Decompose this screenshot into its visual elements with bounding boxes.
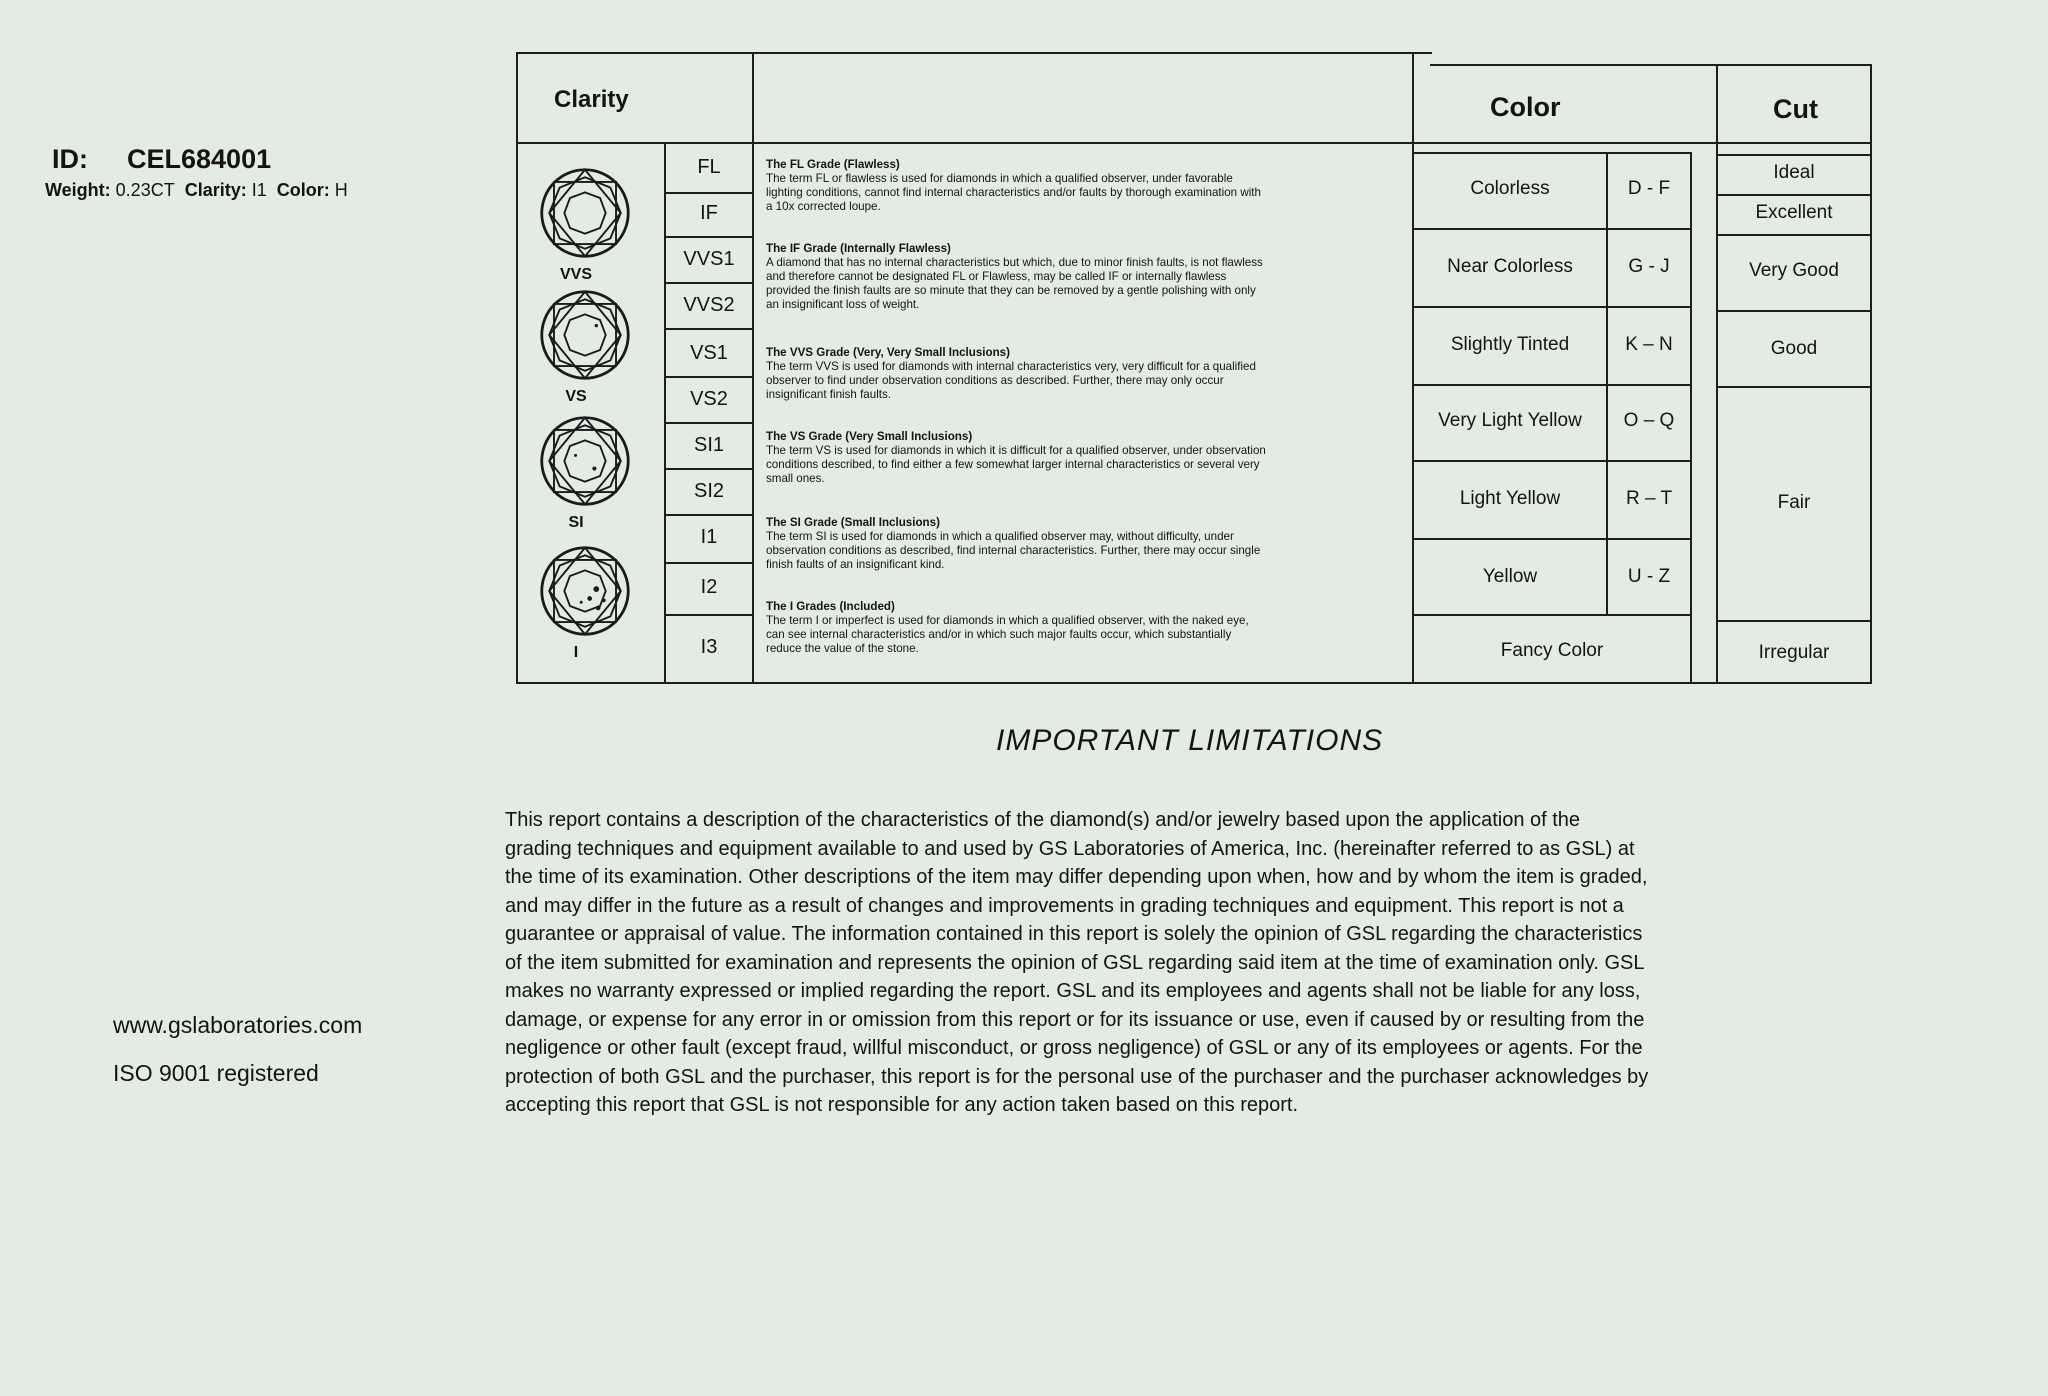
col-line-grades [664,144,666,684]
color-row-line [1412,614,1692,616]
grade-vs2: VS2 [690,388,728,410]
grade-i2: I2 [700,576,718,598]
desc-line: a 10x corrected loupe. [766,200,881,213]
desc-if [766,242,1263,312]
cut-row-line [1716,310,1872,312]
desc-line: reduce the value of the stone. [766,642,919,655]
color-slightly-tinted: Slightly Tinted [1450,334,1570,355]
grade-i1: I1 [700,526,718,548]
id-label: ID: [52,144,88,174]
header-divider [516,142,1872,144]
color-row-line [1412,460,1692,462]
desc-line: The term SI is used for diamonds in which a qualified observer may, without difficulty, under [766,530,1234,543]
color-row-line [1412,384,1692,386]
desc-title: The SI Grade (Small Inclusions) [766,516,940,529]
diamond-vvs-icon [538,166,632,260]
limitations-line: and may differ in the future as a result of changes and improvements in grading techniques and equipment. This report is not a [505,894,1624,917]
desc-line: an insignificant loss of weight. [766,298,920,311]
gem-label-vvs: VVS [559,266,592,283]
weight-value: 0.23CT [115,180,175,200]
cut-very-good: Very Good [1749,260,1839,281]
limitations-line: the time of its examination. Other descriptions of the item may differ depending upon when, how and by whom the item is graded, [505,866,1648,888]
desc-title: The I Grades (Included) [766,600,895,613]
grade-row-line [664,468,752,470]
desc-line: observation conditions as described, find internal characteristics. Further, there may occur single [766,544,1261,557]
color-label: Color: [276,180,330,200]
cut-row-line [1716,194,1872,196]
grade-si2: SI2 [693,480,725,502]
limitations-line: of the item submitted for examination and represents the opinion of GSL regarding said item at the time of examination only. GSL [505,951,1645,974]
chart-border-top-left [516,52,1432,54]
limitations-line: accepting this report that GSL is not responsible for any action taken based on this report. [505,1094,1299,1116]
grade-row-line [664,562,752,564]
desc-vvs [766,346,1256,402]
color-row-line [1412,306,1692,308]
color-row-line [1412,152,1692,154]
grade-si1: SI1 [693,434,725,456]
color-near-colorless: Near Colorless [1447,256,1573,277]
desc-line: lighting conditions, cannot find internal characteristics and/or faults by thorough examination with [766,186,1261,199]
stone-summary [45,180,348,201]
clarity-header: Clarity [554,86,629,113]
grade-fl: FL [697,156,721,178]
desc-line: provided the finish faults are so minute that they can be removed by a gentle polishing with only [766,284,1256,297]
cut-good: Good [1770,338,1818,359]
color-range-rt: R – T [1625,488,1673,509]
weight-label: Weight: [45,180,111,200]
grade-i3: I3 [700,636,718,658]
desc-line: insignificant finish faults. [766,388,892,401]
diamond-i-icon [538,544,632,638]
color-range-oq: O – Q [1623,410,1675,431]
grade-row-line [664,514,752,516]
cut-fair: Fair [1777,492,1811,513]
desc-title: The FL Grade (Flawless) [766,158,900,171]
limitations-line: makes no warranty expressed or implied regarding the report. GSL and its employees and agents shall not be liable for any loss, [505,980,1641,1002]
desc-line: A diamond that has no internal characteristics but which, due to minor finish faults, is not flawless [766,256,1263,269]
desc-line: The term VS is used for diamonds in which it is difficult for a qualified observer, under observation [766,444,1266,457]
cut-row-line [1716,620,1872,622]
grade-row-line [664,614,752,616]
gem-label-si: SI [568,514,584,531]
cut-row-line [1716,234,1872,236]
color-light-yellow: Light Yellow [1459,488,1561,509]
cut-irregular: Irregular [1758,642,1830,663]
col-line-gap [1690,152,1692,684]
grade-row-line [664,376,752,378]
desc-si [766,516,1260,572]
desc-line: The term FL or flawless is used for diamonds in which a qualified observer, under favorable [766,172,1233,185]
color-range-df: D - F [1627,178,1671,199]
limitations-line: protection of both GSL and the purchaser, this report is for the personal use of the purchaser and the purchaser acknowledges by [505,1065,1649,1088]
desc-line: observer to find under observation conditions as described. Further, there may only occur [766,374,1224,387]
col-line-color [1412,54,1414,684]
cut-row-line [1716,154,1872,156]
color-row-line [1412,538,1692,540]
col-line-desc [752,54,754,684]
desc-line: conditions described, to find either a few somewhat larger internal characteristics or several very [766,458,1260,471]
desc-line: can see internal characteristics and/or in which such major faults occur, which substantially [766,628,1232,641]
report-id [52,144,271,175]
color-very-light-yellow: Very Light Yellow [1438,410,1582,431]
color-yellow: Yellow [1482,566,1538,587]
grade-row-line [664,422,752,424]
desc-vs [766,430,1266,486]
desc-line: The term I or imperfect is used for diamonds in which a qualified observer, with the naked eye, [766,614,1249,627]
grade-row-line [664,282,752,284]
limitations-line: guarantee or appraisal of value. The information contained in this report is solely the opinion of GSL regarding the characteristics [505,923,1643,945]
gem-label-vs: VS [565,388,587,405]
desc-title: The IF Grade (Internally Flawless) [766,242,951,255]
cut-excellent: Excellent [1755,202,1833,223]
grade-vvs2: VVS2 [683,294,735,316]
limitations-title: IMPORTANT LIMITATIONS [996,724,1384,757]
limitations-line: negligence or other fault (except fraud, willful misconduct, or gross negligence) of GSL or any of its employees or agents. For the [505,1037,1643,1059]
color-fancy: Fancy Color [1500,640,1604,661]
id-value: CEL684001 [127,144,272,174]
diamond-si-icon [538,414,632,508]
color-row-line [1412,228,1692,230]
desc-title: The VVS Grade (Very, Very Small Inclusions) [766,346,1010,359]
desc-line: small ones. [766,472,825,485]
color-range-uz: U - Z [1627,566,1671,587]
chart-border-left [516,52,518,684]
color-colorless: Colorless [1470,178,1550,199]
cut-row-line [1716,386,1872,388]
grade-row-line [664,192,752,194]
color-header: Color [1490,92,1561,122]
grade-vvs1: VVS1 [683,248,735,270]
clarity-value: I1 [251,180,267,200]
clarity-label: Clarity: [184,180,247,200]
grading-chart [516,52,1872,684]
limitations-line: This report contains a description of the characteristics of the diamond(s) and/or jewelry based upon the application of the [505,809,1581,831]
desc-line: and therefore cannot be designated FL or Flawless, may be called IF or internally flawless [766,270,1227,283]
diamond-vs-icon [538,288,632,382]
desc-line: The term VVS is used for diamonds with internal characteristics very, very difficult for a qualified [766,360,1256,373]
iso-text: ISO 9001 registered [113,1060,319,1086]
website-text: www.gslaboratories.com [113,1012,363,1038]
col-line-cut [1716,64,1718,684]
cut-ideal: Ideal [1773,162,1815,183]
chart-border-top-right [1430,64,1870,66]
grade-row-line [664,236,752,238]
color-value: H [334,180,348,200]
desc-i [766,600,1249,656]
color-range-gj: G - J [1628,256,1670,277]
grade-row-line [664,328,752,330]
chart-border-bottom [516,682,1872,684]
desc-line: finish faults of an insignificant kind. [766,558,945,571]
chart-border-right [1870,64,1872,684]
limitations-body [505,806,1755,1120]
cut-header: Cut [1773,94,1818,124]
col-line-range [1606,152,1608,614]
desc-title: The VS Grade (Very Small Inclusions) [766,430,973,443]
grade-if: IF [700,202,718,224]
limitations-line: grading techniques and equipment available to and used by GS Laboratories of America, Inc. (hereinafter referred to as GSL) at [505,837,1635,860]
desc-fl [766,158,1261,214]
color-range-kn: K – N [1625,334,1673,355]
gem-label-i: I [573,644,579,661]
limitations-line: damage, or expense for any error in or omission from this report or for its issuance or use, even if caused by or resulting from the [505,1008,1645,1031]
grade-vs1: VS1 [690,342,728,364]
